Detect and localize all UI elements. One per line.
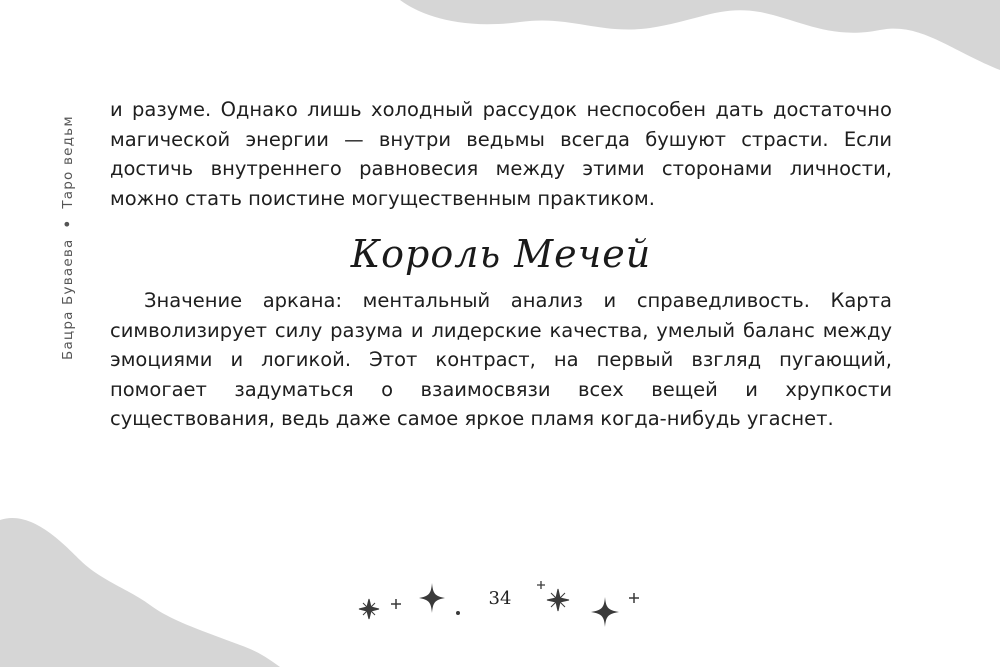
paragraph-text: и разуме. Однако лишь холодный рассудок неспособен дать достаточно магической энергии — внутри ведьмы всегда бушуют страсти. Если достичь внутреннего равновесия между этими сторонами личности, можно стать поистине могущественным практиком.: [110, 98, 892, 210]
four-point-star-icon: [418, 582, 446, 614]
plus-star-icon: [390, 598, 402, 610]
author-name: Бацра Буваева: [60, 238, 76, 360]
dot-star-icon: [455, 610, 461, 616]
running-header: [60, 100, 76, 360]
header-separator: •: [60, 218, 76, 229]
section-heading: Король Мечей: [350, 232, 652, 276]
book-title: Таро ведьм: [60, 115, 76, 209]
body-paragraph-1: [110, 95, 892, 213]
page-footer: [0, 570, 1000, 640]
sparkle-star-icon: [546, 588, 570, 612]
sparkle-star-icon: [358, 598, 380, 620]
plus-star-icon: [628, 592, 640, 604]
paragraph-text: Значение аркана: ментальный анализ и справедливость. Карта символизирует силу разума и лидерские качества, умелый баланс между эмоциями и логикой. Этот контраст, на первый взгляд пугающий, помогает задуматься о взаимосвязи всех вещей и хрупкости существования, ведь даже самое яркое пламя когда-нибудь угаснет.: [110, 289, 892, 430]
body-paragraph-2: [110, 286, 892, 434]
decorative-cloud-top: [0, 0, 1000, 90]
plus-star-icon: [536, 580, 546, 590]
page-number: 34: [488, 588, 512, 609]
four-point-star-icon: [590, 596, 620, 628]
